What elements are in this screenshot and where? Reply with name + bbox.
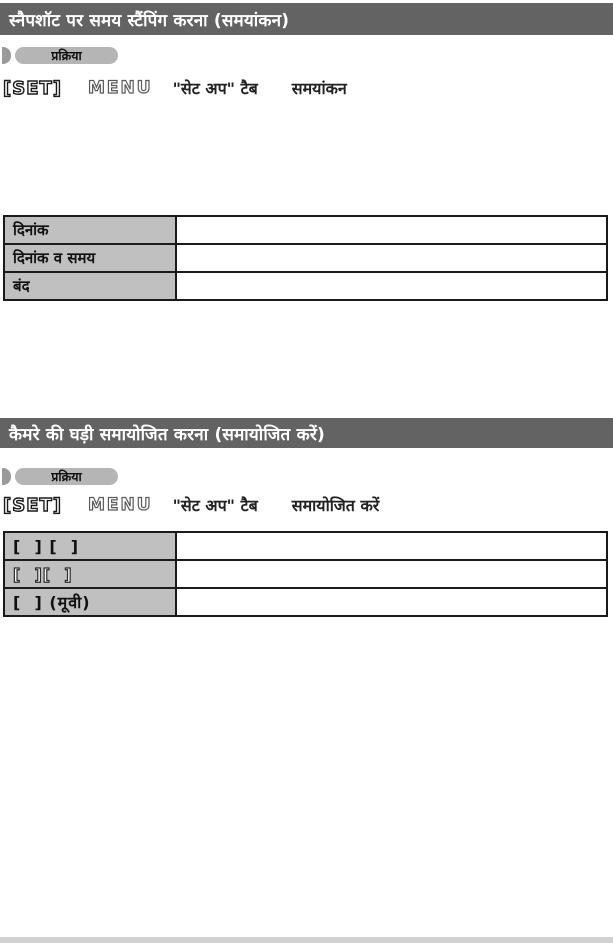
row-label-cell: बंद <box>4 272 176 300</box>
button-brackets-hollow: [ ][ ] <box>13 564 73 584</box>
adjust-menu-label: समायोजित करें <box>291 496 380 515</box>
section1-title: स्नैपशॉट पर समय स्टैंपिंग करना (समयांकन) <box>9 10 290 31</box>
row-value-cell <box>176 244 607 272</box>
timestamp-options-table <box>3 215 608 301</box>
table-row <box>4 532 607 560</box>
section2-title: कैमरे की घड़ी समायोजित करना (समायोजित करें) <box>9 424 325 445</box>
timestamp-menu-label: समयांकन <box>291 79 347 98</box>
row-label-cell: दिनांक <box>4 216 176 244</box>
movie-button-label: [ ] (मूवी) <box>13 593 91 612</box>
row-value-cell <box>176 272 607 300</box>
table-row <box>4 244 607 272</box>
table-row <box>4 216 607 244</box>
row-value-cell <box>176 216 607 244</box>
setup-tab-label: "सेट अप" टैब <box>172 496 258 515</box>
row-label-cell: दिनांक व समय <box>4 244 176 272</box>
procedure-badge <box>2 468 118 485</box>
section1-title-bar <box>0 3 613 35</box>
row-value-cell <box>176 588 607 616</box>
procedure-badge-label: प्रक्रिया <box>15 468 118 485</box>
section2-title-bar <box>0 418 613 448</box>
menu-key-label: MENU <box>88 495 153 515</box>
page-footer-bar <box>0 937 613 943</box>
menu-key-label: MENU <box>88 78 153 98</box>
row-label-cell <box>4 532 176 560</box>
setup-tab-label: "सेट अप" टैब <box>172 79 258 98</box>
procedure-badge-notch <box>2 47 11 64</box>
clock-adjust-buttons-table <box>3 531 608 617</box>
procedure-badge-notch <box>2 468 11 485</box>
set-key-label: [SET] <box>3 494 62 516</box>
row-label-cell <box>4 560 176 588</box>
row-value-cell <box>176 532 607 560</box>
procedure-badge-label: प्रक्रिया <box>15 47 118 64</box>
table-row <box>4 272 607 300</box>
row-label-cell <box>4 588 176 616</box>
row-value-cell <box>176 560 607 588</box>
table-row <box>4 560 607 588</box>
section1-procedure-steps <box>3 76 347 100</box>
button-brackets-solid: [ ] [ ] <box>13 536 80 556</box>
procedure-badge <box>2 47 118 64</box>
table-row <box>4 588 607 616</box>
set-key-label: [SET] <box>3 77 62 99</box>
section2-procedure-steps <box>3 493 379 517</box>
